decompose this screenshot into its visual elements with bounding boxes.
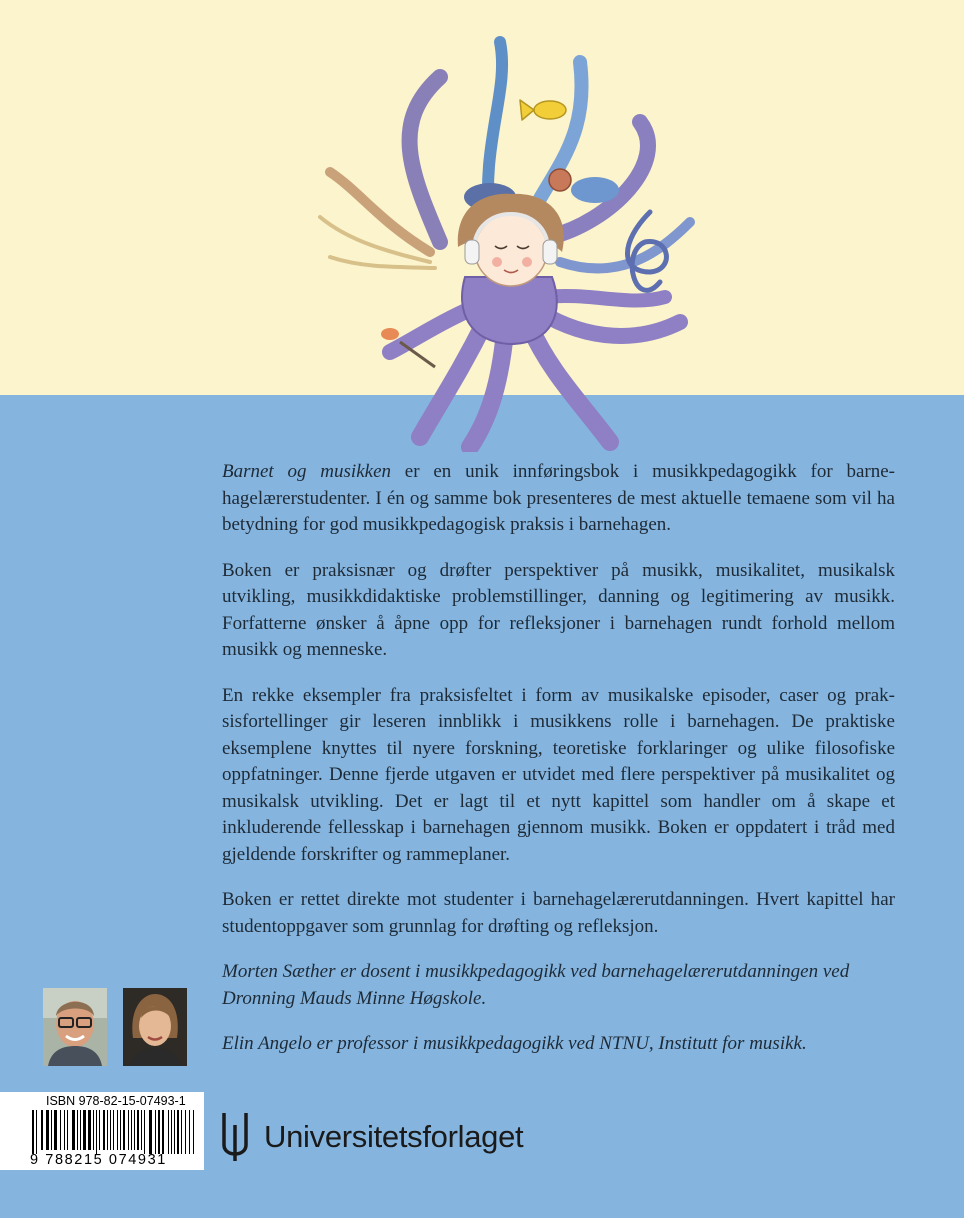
barcode-bar [88,1110,91,1150]
blurb-paragraph-2: Boken er praksisnær og drøfter perspektiver på musikk, musikalitet, musikalsk utvikling, musikkdidaktiske problemstillinger, danning og legitimering av musikk. Forfatterne ønsker å åpne opp for refleksjoner i barnehagen rundt forhold mellom musikk og menneske. [222,559,895,660]
barcode-bar [93,1110,94,1150]
publisher-name: Universitetsforlaget [264,1118,524,1154]
barcode-bar [77,1110,78,1150]
barcode-bar [36,1110,37,1154]
barcode-bar [171,1110,172,1154]
barcode-bar [117,1110,118,1150]
barcode-bars [30,1110,198,1154]
barcode-digits: 9 788215 074931 [30,1152,167,1168]
barcode-bar [168,1110,169,1154]
barcode-bar [46,1110,49,1150]
barcode-bar [141,1110,142,1150]
barcode-bar [162,1110,164,1154]
barcode-bar [67,1110,68,1150]
universitetsforlaget-logo-icon [220,1111,250,1163]
blurb-paragraph-4: Boken er rettet direkte mot studenter i barnehagelærerutdanningen. Hvert kapittel har studentoppgaver som grunnlag for drøfting og refleksjon. [222,889,895,937]
barcode-bar [174,1110,175,1154]
back-cover-blurb [222,459,895,1077]
barcode-bar [41,1110,43,1150]
barcode-bar [134,1110,135,1150]
barcode-bar [181,1110,182,1154]
barcode-bar [51,1110,52,1150]
publisher [220,1109,523,1164]
barcode-bar [193,1110,194,1154]
blurb-paragraph-3: En rekke eksempler fra praksisfeltet i form av musikalske episoder, caser og praksisfortellinger gir leseren innblikk i musikkens rolle i barnehagen. De praktiske eksemplene knyttes til nyere forskning, teoretiske forklaringer og ulike filosofiske oppfatninger. Denne fjerde utgaven er utvidet med flere perspektiver på musikalitet og musikalsk utvikling. Det er lagt til et nytt kapittel som handler om å skape et inkluderende fellesskap i barnehagen gjennom musikk. Boken er oppdatert i tråd med gjeldende forskrifter og rammeplaner. [222,684,895,865]
barcode-bar [128,1110,129,1150]
isbn-barcode [0,1092,204,1170]
barcode-bar [110,1110,111,1150]
barcode-bar [54,1110,57,1150]
isbn-label: ISBN 978-82-15-07493-1 [46,1094,186,1108]
barcode-bar [32,1110,34,1154]
barcode-bar [107,1110,108,1150]
barcode-bar [96,1110,97,1154]
barcode-bar [113,1110,114,1150]
barcode-bar [155,1110,156,1154]
barcode-bar [80,1110,81,1150]
barcode-bar [137,1110,139,1150]
barcode-bar [60,1110,61,1150]
barcode-bar [72,1110,75,1150]
barcode-bar [131,1110,132,1150]
barcode-bar [158,1110,160,1154]
barcode-bar [103,1110,105,1150]
barcode-bar [64,1110,65,1150]
barcode-bar [149,1110,152,1154]
author-bio-saether: Morten Sæther er dosent i musikkpedagogikk ved barnehagelærerutdanningen ved Dronning Mauds Minne Høgskole. [222,961,850,1009]
barcode-bar [185,1110,186,1154]
author-photo-angelo [123,988,187,1066]
author-photo-saether [43,988,107,1066]
barcode-bar [189,1110,190,1154]
author-bio-angelo: Elin Angelo er professor i musikkpedagogikk ved NTNU, Institutt for musikk. [222,1033,807,1054]
blurb-paragraph-intro [222,459,895,539]
barcode-bar [120,1110,121,1150]
barcode-bar [99,1110,100,1150]
octopus-girl-illustration [290,22,730,452]
barcode-bar [123,1110,125,1150]
book-title: Barnet og musikken [222,461,391,482]
barcode-bar [177,1110,179,1154]
barcode-bar [144,1110,145,1154]
intro-text: er en unik innføringsbok i musikkpedagogikk for barnehagelærerstudenter. I én og samme bok presenteres de mest aktuelle temaene som vil ha betydning for god musikkpedagogisk praksis i barnehagen. [222,461,895,535]
barcode-bar [83,1110,86,1150]
